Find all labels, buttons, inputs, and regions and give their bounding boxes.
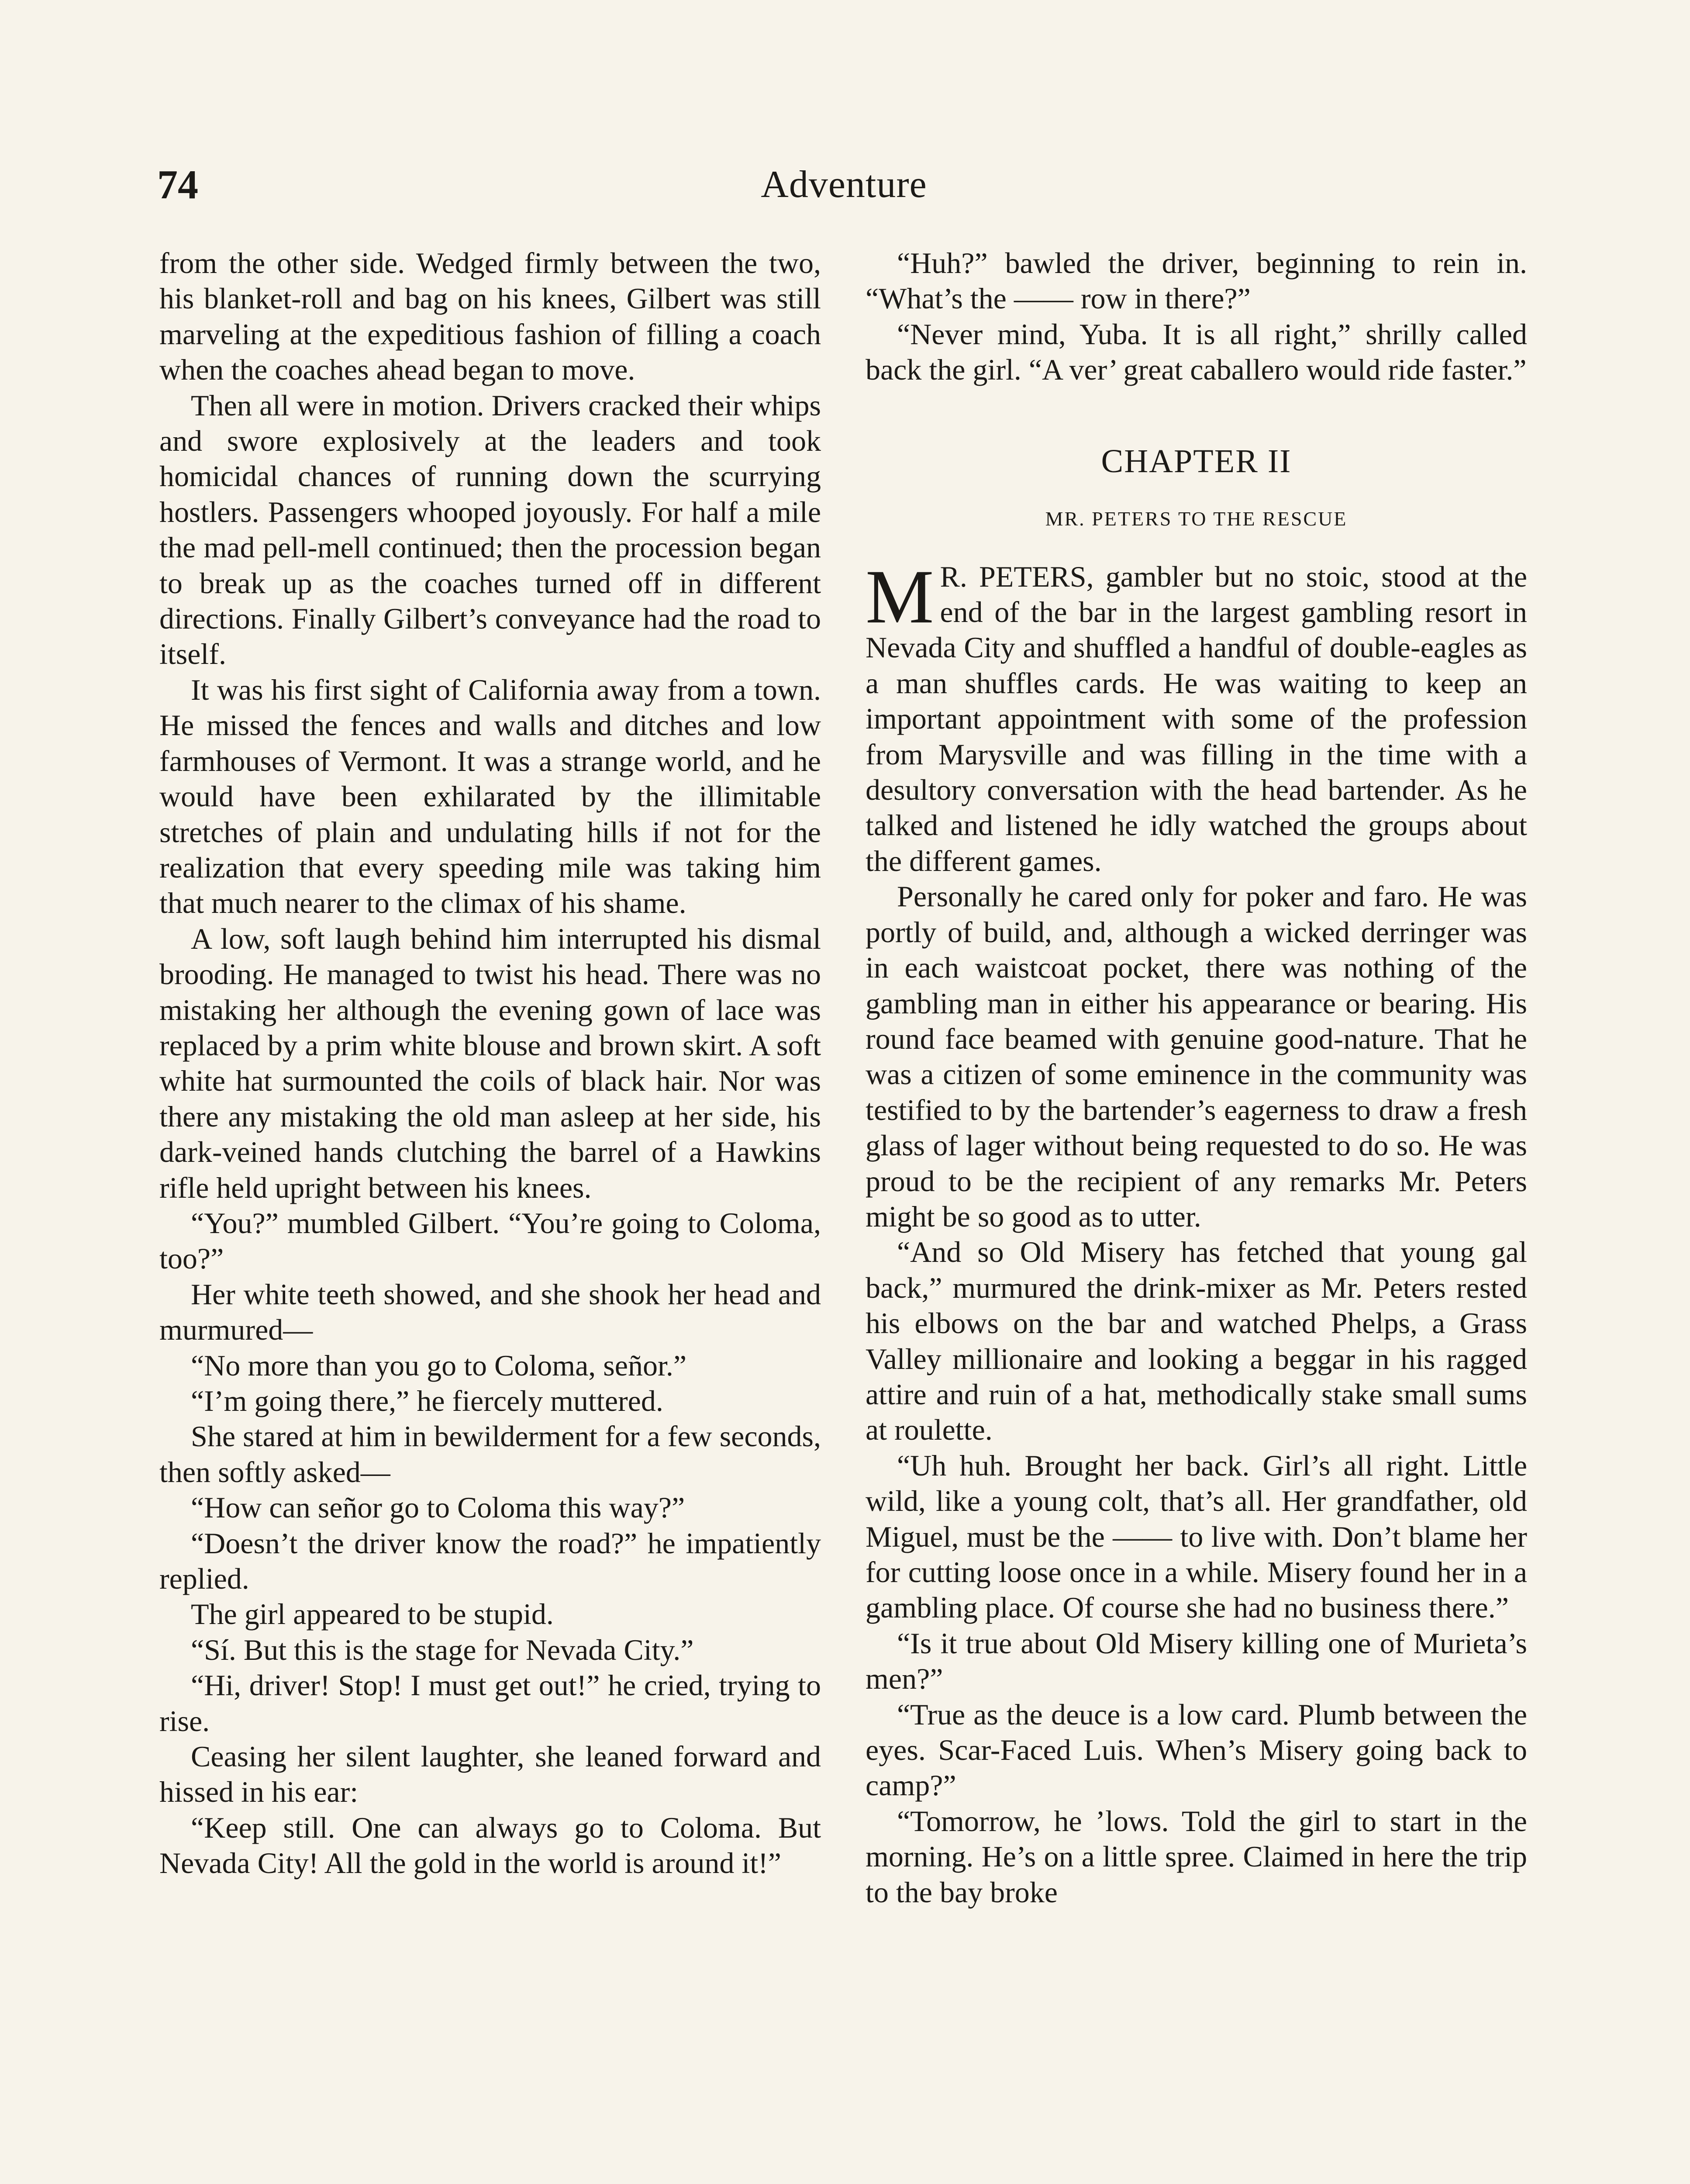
- paragraph: “Hi, driver! Stop! I must get out!” he cried, trying to rise.: [159, 1669, 821, 1738]
- paragraph: from the other side. Wedged firmly between the two, his blanket-roll and bag on his knees, Gilbert was still marveling at the expeditious fashion of filling a coach when the coaches ahead began to move.: [159, 246, 821, 387]
- paragraph: The girl appeared to be stupid.: [191, 1597, 554, 1631]
- chapter-subheading: MR. PETERS TO THE RESCUE: [1045, 507, 1348, 530]
- paragraph: “No more than you go to Coloma, señor.”: [191, 1348, 687, 1382]
- paragraph: “Huh?” bawled the driver, beginning to rein in. “What’s the —— row in there?”: [866, 246, 1527, 315]
- paragraph: “Doesn’t the driver know the road?” he impatiently replied.: [159, 1526, 821, 1596]
- paragraph: She stared at him in bewilderment for a few seconds, then softly asked—: [159, 1420, 821, 1489]
- paragraph: “Sí. But this is the stage for Nevada City.”: [191, 1633, 694, 1666]
- paragraph: “Uh huh. Brought her back. Girl’s all right. Little wild, like a young colt, that’s all. Her grandfather, old Miguel, must be the —— to live with. Don’t blame her for cutting loose once in a while. Misery found her in a gambling place. Of course she had no business there.”: [866, 1448, 1527, 1624]
- chapter-heading: CHAPTER II: [1101, 442, 1292, 480]
- running-title: Adventure: [761, 163, 927, 206]
- paragraph: “Never mind, Yuba. It is all right,” shrilly called back the girl. “A ver’ great caballero would ride faster.”: [866, 317, 1527, 387]
- paragraph: “Tomorrow, he ’lows. Told the girl to start in the morning. He’s on a little spree. Claimed in here the trip to the bay broke: [866, 1804, 1527, 1909]
- page-header: [157, 161, 1531, 209]
- paragraph: “You?” mumbled Gilbert. “You’re going to Coloma, too?”: [159, 1206, 821, 1275]
- page-number: 74: [157, 162, 198, 207]
- right-column: [866, 245, 1527, 1910]
- left-column: [159, 245, 821, 1881]
- paragraph: “I’m going there,” he fiercely muttered.: [191, 1384, 663, 1417]
- paragraph: Then all were in motion. Drivers cracked their whips and swore explosively at the leaders and took homicidal chances of running down the scurrying hostlers. Passengers whooped joyously. For half a mile the mad pell-mell continued; then the procession began to break up as the coaches turned off in different directions. Finally Gilbert’s conveyance had the road to itself.: [159, 388, 821, 671]
- paragraph: “True as the deuce is a low card. Plumb between the eyes. Scar-Faced Luis. When’s Misery going back to camp?”: [866, 1697, 1527, 1802]
- opening-text: R. PETERS, gambler but no stoic, stood at the end of the bar in the largest gambling resort in Nevada City and shuffled a handful of double-eagles as a man shuffles cards. He was waiting to keep an important appointment with some of the profession from Marysville and was filling in the time with a desultory conversation with the head bartender. As he talked and listened he idly watched the groups about the different games.: [866, 560, 1527, 878]
- drop-cap: M: [866, 554, 934, 639]
- chapter-opening-paragraph: [866, 554, 1527, 879]
- paragraph: Her white teeth showed, and she shook her head and murmured—: [159, 1277, 821, 1347]
- paragraph: “Is it true about Old Misery killing one of Murieta’s men?”: [866, 1626, 1527, 1696]
- paragraph: “How can señor go to Coloma this way?”: [191, 1491, 685, 1524]
- paragraph: “Keep still. One can always go to Coloma. But Nevada City! All the gold in the world is around it!”: [159, 1811, 821, 1880]
- paragraph: It was his first sight of California away from a town. He missed the fences and walls and ditches and low farmhouses of Vermont. It was a strange world, and he would have been exhilarated by the illimitable stretches of plain and undulating hills if not for the realization that every speeding mile was taking him that much nearer to the climax of his shame.: [159, 673, 821, 920]
- paragraph: A low, soft laugh behind him interrupted his dismal brooding. He managed to twist his head. There was no mistaking her although the evening gown of lace was replaced by a prim white blouse and brown skirt. A soft white hat surmounted the coils of black hair. Nor was there any mistaking the old man asleep at her side, his dark-veined hands clutching the barrel of a Hawkins rifle held upright between his knees.: [159, 922, 821, 1204]
- paragraph: Ceasing her silent laughter, she leaned forward and hissed in his ear:: [159, 1740, 821, 1809]
- paragraph: “And so Old Misery has fetched that young gal back,” murmured the drink-mixer as Mr. Peters rested his elbows on the bar and watched Phelps, a Grass Valley millionaire and looking a beggar in his ragged attire and ruin of a hat, methodically stake small sums at roulette.: [866, 1235, 1527, 1447]
- paragraph: Personally he cared only for poker and faro. He was portly of build, and, although a wicked derringer was in each waistcoat pocket, there was nothing of the gambling man in either his appearance or bearing. His round face beamed with genuine good-nature. That he was a citizen of some eminence in the community was testified to by the bartender’s eagerness to draw a fresh glass of lager without being requested to do so. He was proud to be the recipient of any remarks Mr. Peters might be so good as to utter.: [866, 880, 1527, 1233]
